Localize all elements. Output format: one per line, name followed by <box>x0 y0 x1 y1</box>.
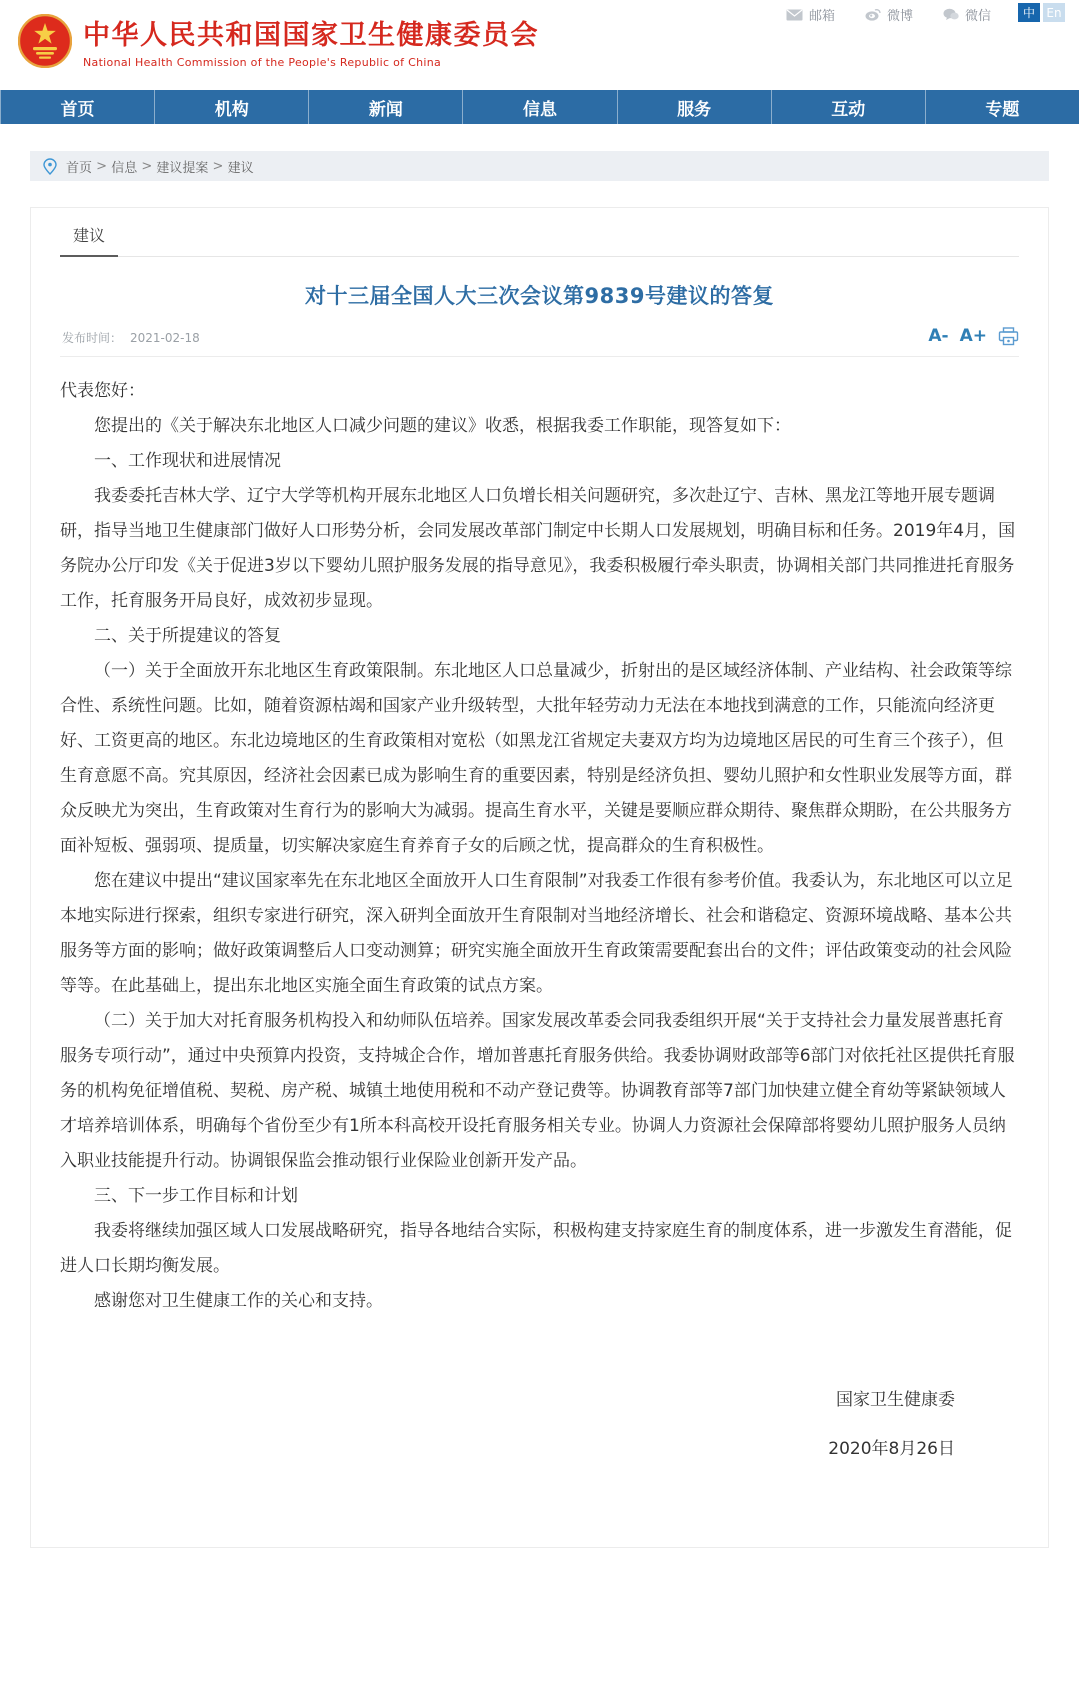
article-meta-row <box>60 327 1019 357</box>
breadcrumb-separator: > <box>92 158 112 174</box>
breadcrumb-link[interactable]: 建议提案 <box>156 160 209 176</box>
signature-date: 2020年8月26日 <box>828 1439 955 1459</box>
language-switch <box>1018 3 1065 22</box>
wechat-link[interactable] <box>943 5 991 24</box>
wechat-icon <box>943 8 959 21</box>
body-paragraph: （一）关于全面放开东北地区生育政策限制。东北地区人口总量减少，折射出的是区域经济体制、产业结构、社会政策等综合性、系统性问题。比如，随着资源枯竭和国家产业升级转型，大批年轻劳动力无法在本地找到满意的工作，只能流向经济更好、工资更高的地区。东北边境地区的生育政策相对宽松（如黑龙江省规定夫妻双方均为边境地区居民的可生育三个孩子），但生育意愿不高。究其原因，经济社会因素已成为影响生育的重要因素，特别是经济负担、婴幼儿照护和女性职业发展等方面，群众反映尤为突出，生育政策对生育行为的影响大为减弱。提高生育水平，关键是要顺应群众期待、聚焦群众期盼，在公共服务方面补短板、强弱项、提质量，切实解决家庭生育养育子女的后顾之忧，提高群众的生育积极性。 <box>60 661 1012 856</box>
nav-item[interactable]: 互动 <box>771 90 925 124</box>
article-title: 对十三届全国人大三次会议第9839号建议的答复 <box>305 284 774 308</box>
breadcrumb-item <box>111 157 156 176</box>
national-emblem-logo <box>18 14 72 68</box>
breadcrumb <box>30 151 1049 181</box>
site-title-cn: 中华人民共和国国家卫生健康委员会 <box>83 20 539 51</box>
body-paragraph: （二）关于加大对托育服务机构投入和幼师队伍培养。国家发展改革委会同我委组织开展“关于支持社会力量发展普惠托育服务专项行动”，通过中央预算内投资，支持城企合作，增加普惠托育服务供给。我委协调财政部等6部门对依托社区提供托育服务的机构免征增值税、契税、房产税、城镇土地使用税和不动产登记费等。协调教育部等7部门加快建立健全育幼等紧缺领域人才培养培训体系，明确每个省份至少有1所本科高校开设托育服务相关专业。协调人力资源社会保障部将婴幼儿照护服务人员纳入职业技能提升行动。协调银保监会推动银行业保险业创新开发产品。 <box>60 1011 1015 1171</box>
body-paragraph: 您提出的《关于解决东北地区人口减少问题的建议》收悉，根据我委工作职能，现答复如下： <box>94 416 791 436</box>
breadcrumb-link[interactable]: 首页 <box>66 160 93 176</box>
weibo-link-label: 微博 <box>886 9 913 24</box>
nav-item[interactable]: 信息 <box>462 90 616 124</box>
weibo-link[interactable] <box>865 5 913 24</box>
salutation: 代表您好： <box>60 381 145 401</box>
signature-block <box>60 1383 1019 1467</box>
wechat-link-label: 微信 <box>964 9 991 24</box>
publish-time <box>60 329 200 346</box>
body-paragraph: 一、工作现状和进展情况 <box>94 451 281 471</box>
nav-item[interactable]: 新闻 <box>308 90 462 124</box>
weibo-icon <box>865 8 881 21</box>
printer-icon <box>998 327 1019 346</box>
nav-item[interactable]: 首页 <box>0 90 154 124</box>
breadcrumb-link[interactable]: 建议 <box>227 160 254 176</box>
lang-zh-button[interactable]: 中 <box>1018 3 1040 22</box>
body-paragraph: 三、下一步工作目标和计划 <box>94 1186 298 1206</box>
location-pin-icon <box>43 158 57 175</box>
mail-link[interactable] <box>786 5 835 24</box>
nav-item[interactable]: 服务 <box>617 90 771 124</box>
body-paragraph: 感谢您对卫生健康工作的关心和支持。 <box>94 1291 383 1311</box>
font-smaller-button[interactable]: A- <box>928 326 949 346</box>
body-paragraph: 我委委托吉林大学、辽宁大学等机构开展东北地区人口负增长相关问题研究，多次赴辽宁、吉林、黑龙江等地开展专题调研，指导当地卫生健康部门做好人口形势分析，会同发展改革部门制定中长期人口发展规划，明确目标和任务。2019年4月，国务院办公厅印发《关于促进3岁以下婴幼儿照护服务发展的指导意见》，我委积极履行牵头职责，协调相关部门共同推进托育服务工作，托育服务开局良好，成效初步显现。 <box>60 486 1016 611</box>
mail-icon <box>786 9 803 21</box>
signature-org: 国家卫生健康委 <box>836 1390 955 1410</box>
site-title-en: National Health Commission of the People's Republic of China <box>83 56 442 69</box>
breadcrumb-separator: > <box>137 158 157 174</box>
publish-time-label: 发布时间： <box>62 331 123 345</box>
breadcrumb-link[interactable]: 信息 <box>111 160 138 176</box>
section-tab-row <box>60 208 1019 257</box>
publish-time-value: 2021-02-18 <box>130 331 200 345</box>
site-header <box>0 0 1079 90</box>
article-body <box>60 357 1019 1467</box>
mail-link-label: 邮箱 <box>808 9 835 24</box>
nav-item[interactable]: 专题 <box>925 90 1079 124</box>
article-panel <box>30 207 1049 1548</box>
main-nav <box>0 90 1079 124</box>
lang-en-button[interactable]: En <box>1043 3 1065 22</box>
topbar-links <box>786 5 991 24</box>
nav-item[interactable]: 机构 <box>154 90 308 124</box>
font-larger-button[interactable]: A+ <box>959 326 987 346</box>
breadcrumb-separator: > <box>208 158 228 174</box>
body-paragraph: 您在建议中提出“建议国家率先在东北地区全面放开人口生育限制”对我委工作很有参考价值。我委认为，东北地区可以立足本地实际进行探索，组织专家进行研究，深入研判全面放开生育限制对当地经济增长、社会和谐稳定、资源环境战略、基本公共服务等方面的影响；做好政策调整后人口变动测算；研究实施全面放开生育政策需要配套出台的文件；评估政策变动的社会风险等等。在此基础上，提出东北地区实施全面生育政策的试点方案。 <box>60 871 1013 996</box>
breadcrumb-item <box>66 157 111 176</box>
print-button[interactable] <box>998 327 1019 346</box>
body-paragraph: 我委将继续加强区域人口发展战略研究，指导各地结合实际，积极构建支持家庭生育的制度体系，进一步激发生育潜能，促进人口长期均衡发展。 <box>60 1221 1012 1276</box>
breadcrumb-item <box>156 157 227 176</box>
article-tools <box>928 327 1019 346</box>
breadcrumb-item <box>228 157 254 176</box>
body-paragraph: 二、关于所提建议的答复 <box>94 626 281 646</box>
tab-jianyi[interactable]: 建议 <box>60 223 118 257</box>
